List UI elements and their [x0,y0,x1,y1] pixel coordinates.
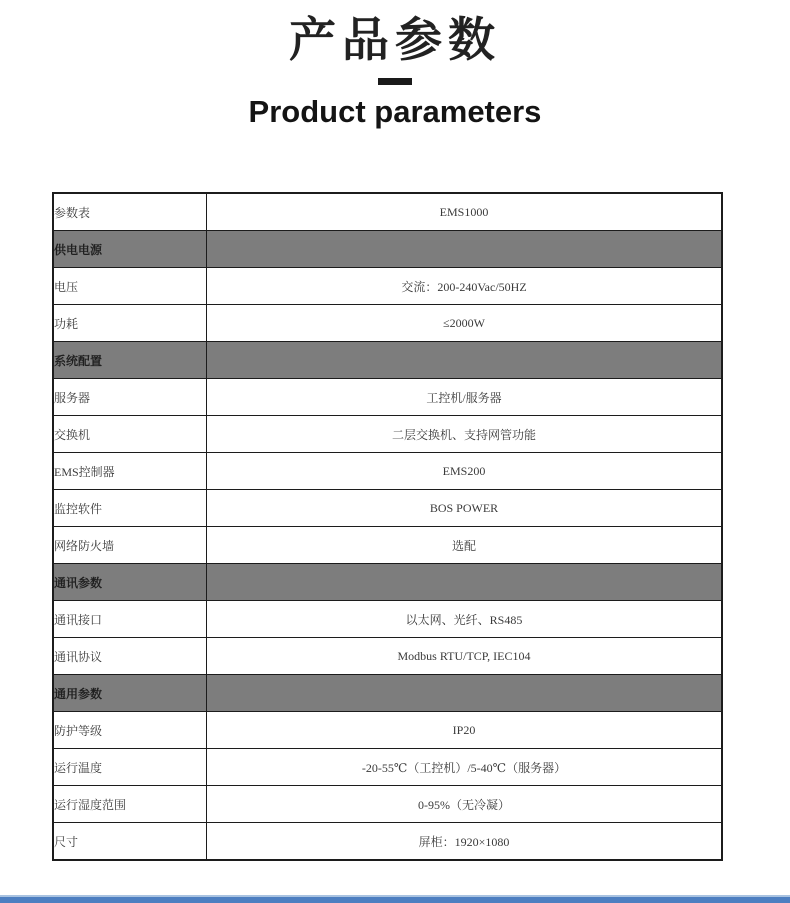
row-label-cell: 系统配置 [53,342,207,379]
row-value-cell [207,231,723,268]
row-value-cell [207,675,723,712]
section-header-row [53,342,722,379]
row-value-cell: 选配 [207,527,723,564]
row-label-cell: 参数表 [53,193,207,231]
page-subtitle: Product parameters [248,93,542,129]
row-value-cell: IP20 [207,712,723,749]
table-body [53,193,722,860]
row-label-cell: 运行湿度范围 [53,786,207,823]
table-row [53,527,722,564]
row-value-cell: BOS POWER [207,490,723,527]
row-value-cell: 工控机/服务器 [207,379,723,416]
row-label-cell: 网络防火墙 [53,527,207,564]
row-label-cell: 通讯参数 [53,564,207,601]
page-header [0,14,790,130]
section-header-row [53,231,722,268]
row-value-cell [207,342,723,379]
row-label-cell: 通用参数 [53,675,207,712]
table-row [53,601,722,638]
row-label-cell: 供电电源 [53,231,207,268]
table-row [53,453,722,490]
table-row [53,193,722,231]
table-row [53,305,722,342]
section-header-row [53,564,722,601]
table-row [53,638,722,675]
table-row [53,823,722,861]
row-value-cell: ≤2000W [207,305,723,342]
table-row [53,712,722,749]
row-label-cell: 监控软件 [53,490,207,527]
row-value-cell: 交流：200-240Vac/50HZ [207,268,723,305]
row-value-cell: 二层交换机、支持网管功能 [207,416,723,453]
row-label-cell: 防护等级 [53,712,207,749]
table-row [53,490,722,527]
row-label-cell: 电压 [53,268,207,305]
row-value-cell: -20-55℃（工控机）/5-40℃（服务器） [207,749,723,786]
row-value-cell: 0-95%（无冷凝） [207,786,723,823]
bottom-accent-bar [0,895,790,903]
row-label-cell: EMS控制器 [53,453,207,490]
table-row [53,379,722,416]
row-label-cell: 通讯协议 [53,638,207,675]
row-label-cell: 尺寸 [53,823,207,861]
row-label-cell: 交换机 [53,416,207,453]
page-title: 产品参数 [289,13,501,66]
row-value-cell: Modbus RTU/TCP, IEC104 [207,638,723,675]
title-divider [378,78,412,85]
table-row [53,268,722,305]
row-label-cell: 运行温度 [53,749,207,786]
row-label-cell: 服务器 [53,379,207,416]
row-value-cell: EMS1000 [207,193,723,231]
row-label-cell: 通讯接口 [53,601,207,638]
table-row [53,416,722,453]
row-value-cell: 以太网、光纤、RS485 [207,601,723,638]
row-value-cell: EMS200 [207,453,723,490]
row-label-cell: 功耗 [53,305,207,342]
section-header-row [53,675,722,712]
table-row [53,749,722,786]
row-value-cell: 屏柜：1920×1080 [207,823,723,861]
table-row [53,786,722,823]
product-parameters-table [52,192,723,861]
row-value-cell [207,564,723,601]
